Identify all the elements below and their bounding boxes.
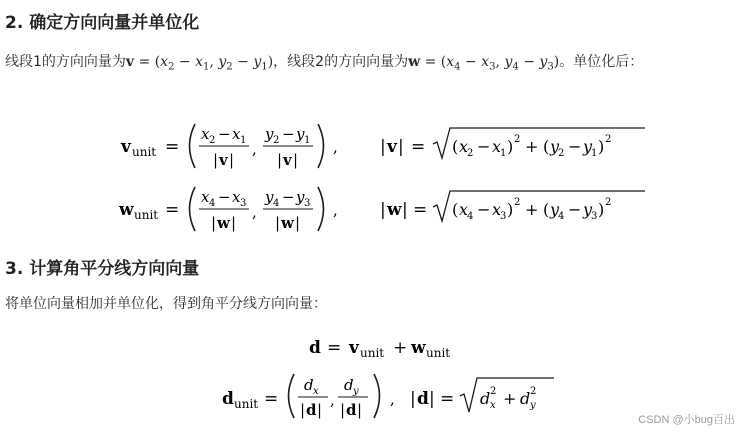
svg-text:2: 2 xyxy=(467,148,474,159)
svg-text:(: ( xyxy=(452,137,459,156)
svg-text:(: ( xyxy=(452,200,459,219)
csdn-watermark: CSDN @小bug百出 xyxy=(638,414,735,426)
svg-text:+: + xyxy=(525,200,539,219)
svg-text:−: − xyxy=(282,125,295,143)
paragraph-direction-vectors xyxy=(5,49,735,81)
svg-text:x: x xyxy=(313,386,319,397)
svg-text:x: x xyxy=(201,125,210,143)
svg-text:x: x xyxy=(492,137,502,156)
svg-text:−: − xyxy=(218,188,231,206)
svg-text:|: | xyxy=(295,214,301,232)
svg-text:|: | xyxy=(231,214,237,232)
svg-text:|: | xyxy=(410,389,416,409)
svg-text:3: 3 xyxy=(240,198,247,209)
svg-text:−: − xyxy=(218,125,231,143)
equation-d-sum xyxy=(305,332,475,366)
svg-text:y: y xyxy=(583,137,593,156)
equation-w-unit xyxy=(115,181,655,241)
section-heading-bisector: 3. 计算角平分线方向向量 xyxy=(5,259,200,279)
svg-text:|: | xyxy=(213,151,219,169)
svg-text:w: w xyxy=(411,338,426,358)
svg-text:(: ( xyxy=(543,137,550,156)
svg-text:y: y xyxy=(296,125,305,143)
svg-text:4: 4 xyxy=(209,198,216,209)
svg-text:=: = xyxy=(327,338,342,358)
svg-text:2: 2 xyxy=(514,134,521,145)
svg-text:unit: unit xyxy=(360,346,385,360)
svg-text:d: d xyxy=(304,376,314,394)
svg-text:+: + xyxy=(525,137,539,156)
svg-text:d: d xyxy=(306,401,317,419)
svg-text:): ) xyxy=(507,137,514,156)
svg-text:w: w xyxy=(387,200,402,220)
svg-text:4: 4 xyxy=(558,211,565,222)
svg-text:1: 1 xyxy=(304,135,311,146)
svg-text:+: + xyxy=(503,389,517,408)
svg-text:y: y xyxy=(353,386,359,397)
svg-text:−: − xyxy=(568,200,582,219)
svg-text:): ) xyxy=(507,200,514,219)
svg-text:d: d xyxy=(222,389,234,409)
svg-text:|: | xyxy=(340,401,346,419)
svg-text:4: 4 xyxy=(273,198,280,209)
svg-text:d: d xyxy=(346,401,357,419)
svg-text:d: d xyxy=(344,376,354,394)
svg-text:2: 2 xyxy=(273,135,280,146)
svg-text:x: x xyxy=(459,137,469,156)
svg-text:,: , xyxy=(390,390,395,408)
svg-text:d: d xyxy=(417,389,429,409)
svg-text:|: | xyxy=(380,200,386,220)
svg-text:x: x xyxy=(201,188,210,206)
svg-text:y: y xyxy=(550,200,560,219)
svg-text:=: = xyxy=(411,137,426,157)
svg-text:2: 2 xyxy=(530,386,537,397)
svg-text:−: − xyxy=(477,200,491,219)
svg-text:,: , xyxy=(252,203,257,221)
svg-text:x: x xyxy=(490,400,496,411)
svg-text:2: 2 xyxy=(209,135,216,146)
svg-text:2: 2 xyxy=(514,197,521,208)
paragraph-text-segment1: 线段1的方向向量为 xyxy=(5,54,126,70)
svg-text:,: , xyxy=(252,140,257,158)
svg-text:d: d xyxy=(480,389,491,408)
svg-text:1: 1 xyxy=(240,135,247,146)
svg-text:d: d xyxy=(520,389,531,408)
vector-v-definition: $v = (x_2 - x_1$, $y_2 - y_1$) xyxy=(125,54,274,73)
svg-text:2: 2 xyxy=(605,134,612,145)
svg-text:−: − xyxy=(477,137,491,156)
svg-text:unit: unit xyxy=(134,208,159,222)
svg-text:w: w xyxy=(119,200,134,220)
svg-text:|: | xyxy=(211,214,217,232)
svg-text:|: | xyxy=(300,401,306,419)
svg-text:|: | xyxy=(277,151,283,169)
svg-text:,: , xyxy=(333,138,338,156)
svg-text:4: 4 xyxy=(467,211,474,222)
svg-text:1: 1 xyxy=(591,148,598,159)
svg-text:|: | xyxy=(402,200,408,220)
svg-text:v: v xyxy=(219,151,228,169)
paragraph-bisector-intro: 将单位向量相加并单位化，得到角平分线方向向量： xyxy=(5,296,327,312)
svg-text:w: w xyxy=(281,214,294,232)
svg-text:y: y xyxy=(550,137,560,156)
svg-text:unit: unit xyxy=(234,397,259,411)
svg-text:|: | xyxy=(398,137,404,157)
svg-text:|: | xyxy=(293,151,299,169)
svg-text:|: | xyxy=(380,137,386,157)
svg-text:unit: unit xyxy=(426,346,451,360)
equation-d-unit xyxy=(218,370,558,430)
svg-text:|: | xyxy=(429,389,435,409)
svg-text:v: v xyxy=(387,137,397,157)
svg-text:unit: unit xyxy=(132,145,157,159)
vector-w-definition: $w = (x_4 - x_3$, $y_4 - y_3$) xyxy=(408,54,560,73)
paragraph-text-segment3: 。单位化后： xyxy=(559,54,644,70)
svg-text:): ) xyxy=(598,200,605,219)
svg-text:x: x xyxy=(459,200,469,219)
svg-text:(: ( xyxy=(543,200,550,219)
svg-text:3: 3 xyxy=(591,211,598,222)
svg-text:3: 3 xyxy=(500,211,507,222)
svg-text:v: v xyxy=(121,137,131,157)
svg-text:x: x xyxy=(232,125,241,143)
svg-text:|: | xyxy=(275,214,281,232)
section-heading-unit-vectors: 2. 确定方向向量并单位化 xyxy=(5,13,200,33)
paragraph-text-segment2: ，线段2的方向向量为 xyxy=(273,54,409,70)
svg-text:y: y xyxy=(296,188,305,206)
svg-text:|: | xyxy=(229,151,235,169)
svg-text:,: , xyxy=(330,391,335,409)
equation-v-unit xyxy=(115,118,655,178)
svg-text:y: y xyxy=(265,125,274,143)
svg-text:d: d xyxy=(309,338,321,358)
svg-text:,: , xyxy=(333,201,338,219)
svg-text:v: v xyxy=(283,151,292,169)
svg-text:=: = xyxy=(165,200,180,220)
svg-text:−: − xyxy=(282,188,295,206)
svg-text:2: 2 xyxy=(490,386,497,397)
svg-text:=: = xyxy=(165,137,180,157)
svg-text:w: w xyxy=(217,214,230,232)
svg-text:2: 2 xyxy=(558,148,565,159)
svg-text:|: | xyxy=(357,401,363,419)
svg-text:|: | xyxy=(317,401,323,419)
svg-text:2: 2 xyxy=(605,197,612,208)
svg-text:=: = xyxy=(440,389,455,409)
svg-text:x: x xyxy=(232,188,241,206)
svg-text:): ) xyxy=(598,137,605,156)
svg-text:=: = xyxy=(413,200,428,220)
svg-text:y: y xyxy=(583,200,593,219)
svg-text:y: y xyxy=(265,188,274,206)
svg-text:−: − xyxy=(568,137,582,156)
svg-text:x: x xyxy=(492,200,502,219)
svg-text:+: + xyxy=(393,338,408,358)
svg-text:1: 1 xyxy=(500,148,507,159)
svg-text:v: v xyxy=(349,338,359,358)
svg-text:=: = xyxy=(264,389,279,409)
svg-text:3: 3 xyxy=(304,198,311,209)
svg-text:y: y xyxy=(530,400,536,411)
